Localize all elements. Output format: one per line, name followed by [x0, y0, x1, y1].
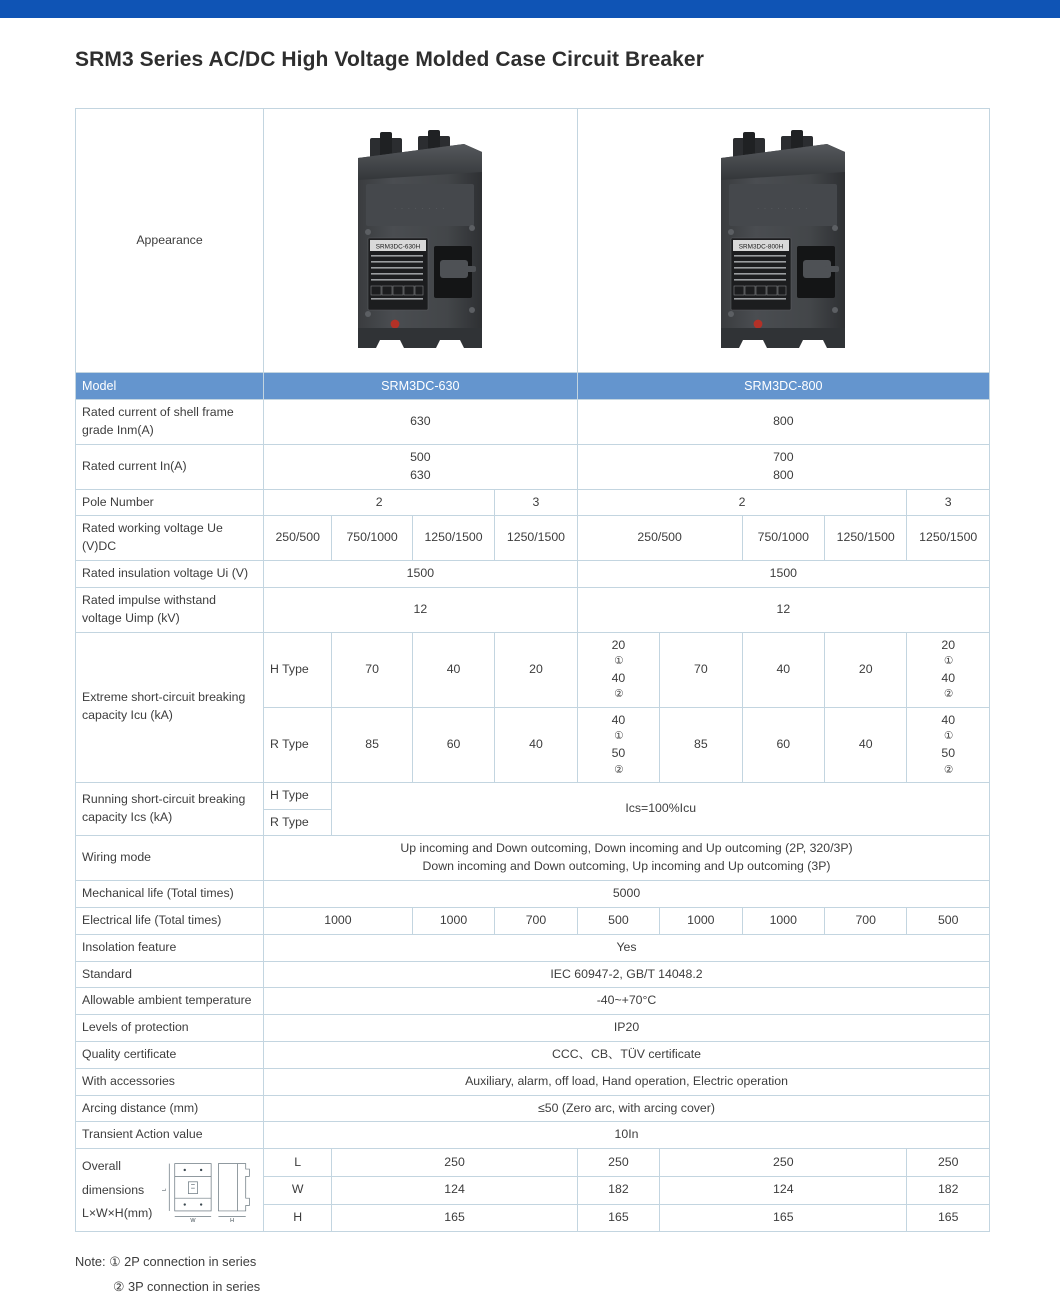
- superscript-two: ②: [614, 688, 624, 701]
- icu-r-type-label: R Type: [264, 707, 332, 782]
- breaker-illustration-800: [707, 128, 859, 353]
- dimension-l-1: 250: [332, 1149, 577, 1177]
- table-row-pole-number: [76, 489, 990, 516]
- table-row-insulation-voltage: [76, 561, 990, 588]
- breaker-illustration-630: [344, 128, 496, 353]
- model-value-800: SRM3DC-800: [577, 373, 989, 400]
- ics-r-type-label: R Type: [264, 809, 332, 836]
- ics-h-type-label: H Type: [264, 782, 332, 809]
- insolation-label: Insolation feature: [76, 934, 264, 961]
- transient-label: Transient Action value: [76, 1122, 264, 1149]
- superscript-two: ②: [614, 763, 624, 776]
- shell-frame-value-800: 800: [577, 400, 989, 445]
- electrical-life-7: 700: [825, 907, 907, 934]
- svg-text:SRM3DC-800H: SRM3DC-800H: [739, 243, 784, 251]
- svg-text:W: W: [190, 1218, 196, 1225]
- dimensions-label-cell: [76, 1149, 264, 1232]
- superscript-one: ①: [614, 655, 624, 668]
- breaker-svg-800: [707, 128, 859, 353]
- working-voltage-1: 250/500: [264, 516, 332, 561]
- table-row-transient: [76, 1122, 990, 1149]
- table-row-rated-current: [76, 444, 990, 489]
- icu-label: Extreme short-circuit breaking capacity Icu (kA): [76, 632, 264, 782]
- dimension-h-2: 165: [577, 1204, 659, 1232]
- icu-h-4-b: 40 ②: [584, 670, 653, 703]
- product-image-630: [264, 109, 578, 373]
- svg-text:SRM3DC-630H: SRM3DC-630H: [376, 243, 421, 251]
- superscript-two: ②: [944, 763, 954, 776]
- transient-value: 10In: [264, 1122, 990, 1149]
- table-row-insolation: [76, 934, 990, 961]
- dimension-l-3: 250: [660, 1149, 907, 1177]
- table-row-accessories: [76, 1068, 990, 1095]
- working-voltage-5: 250/500: [577, 516, 742, 561]
- table-row-protection: [76, 1015, 990, 1042]
- breaker-svg-630: [344, 128, 496, 353]
- icu-h-type-label: H Type: [264, 632, 332, 707]
- certificate-value: CCC、CB、TÜV certificate: [264, 1042, 990, 1069]
- table-row-mechanical-life: [76, 881, 990, 908]
- insulation-voltage-800: 1500: [577, 561, 989, 588]
- model-label: Model: [76, 373, 264, 400]
- dimension-l-4: 250: [907, 1149, 990, 1177]
- rated-current-label: Rated current In(A): [76, 444, 264, 489]
- icu-h-5: 70: [660, 632, 742, 707]
- icu-r-5: 85: [660, 707, 742, 782]
- impulse-voltage-label: Rated impulse withstand voltage Uimp (kV): [76, 587, 264, 632]
- icu-h-4-a: 20 ①: [584, 637, 653, 670]
- dimension-h-3: 165: [660, 1204, 907, 1232]
- table-row-appearance: [76, 109, 990, 373]
- electrical-life-3: 700: [495, 907, 577, 934]
- notes-block: [75, 1250, 990, 1300]
- ambient-value: -40~+70°C: [264, 988, 990, 1015]
- icu-h-8-b: 40 ②: [913, 670, 983, 703]
- icu-h-6: 40: [742, 632, 824, 707]
- certificate-label: Quality certificate: [76, 1042, 264, 1069]
- dimension-w-3: 124: [660, 1176, 907, 1204]
- icu-r-4-a: 40 ①: [584, 712, 653, 745]
- insulation-voltage-630: 1500: [264, 561, 578, 588]
- electrical-life-2: 1000: [412, 907, 494, 934]
- electrical-life-5: 1000: [660, 907, 742, 934]
- rated-current-value-800: 700 800: [577, 444, 989, 489]
- pole-number-630-3p: 3: [495, 489, 577, 516]
- superscript-one: ①: [944, 655, 954, 668]
- wiring-mode-value: Up incoming and Down outcoming, Down incoming and Up outcoming (2P, 320/3P) Down incoming and Down outcoming, Up incoming and Up outcoming (3P): [264, 836, 990, 881]
- table-row-wiring-mode: [76, 836, 990, 881]
- superscript-two: ②: [944, 688, 954, 701]
- superscript-one: ①: [944, 730, 954, 743]
- dimension-w-4: 182: [907, 1176, 990, 1204]
- table-row-impulse-voltage: [76, 587, 990, 632]
- dimension-h-1: 165: [332, 1204, 577, 1232]
- icu-r-1: 85: [332, 707, 412, 782]
- dimension-l-2: 250: [577, 1149, 659, 1177]
- pole-number-800-3p: 3: [907, 489, 990, 516]
- product-image-800: [577, 109, 989, 373]
- svg-text:· · · · · · · ·: · · · · · · · ·: [394, 206, 447, 212]
- icu-h-8: [907, 632, 990, 707]
- shell-frame-label: Rated current of shell frame grade Inm(A): [76, 400, 264, 445]
- icu-h-1: 70: [332, 632, 412, 707]
- wiring-mode-label: Wiring mode: [76, 836, 264, 881]
- icu-h-4: [577, 632, 659, 707]
- table-row-ics-h: [76, 782, 990, 809]
- page-title: SRM3 Series AC/DC High Voltage Molded Case Circuit Breaker: [75, 48, 704, 71]
- pole-number-800-2p: 2: [577, 489, 907, 516]
- appearance-label: Appearance: [76, 109, 264, 373]
- working-voltage-2: 750/1000: [332, 516, 412, 561]
- dimensions-label-wrap: [82, 1153, 257, 1227]
- working-voltage-6: 750/1000: [742, 516, 824, 561]
- protection-value: IP20: [264, 1015, 990, 1042]
- mechanical-life-label: Mechanical life (Total times): [76, 881, 264, 908]
- icu-r-8-b: 50 ②: [913, 745, 983, 778]
- dimension-w-2: 182: [577, 1176, 659, 1204]
- electrical-life-1: 1000: [264, 907, 413, 934]
- ics-value: Ics=100%Icu: [332, 782, 990, 836]
- icu-h-8-a: 20 ①: [913, 637, 983, 670]
- rated-current-value-630: 500 630: [264, 444, 578, 489]
- svg-text:H: H: [230, 1218, 235, 1225]
- svg-text:· · · · · · · ·: · · · · · · · ·: [757, 206, 810, 212]
- icu-r-4: [577, 707, 659, 782]
- dimension-key-l: L: [264, 1149, 332, 1177]
- working-voltage-3: 1250/1500: [412, 516, 494, 561]
- table-row-certificate: [76, 1042, 990, 1069]
- icu-h-2: 40: [412, 632, 494, 707]
- working-voltage-8: 1250/1500: [907, 516, 990, 561]
- insolation-value: Yes: [264, 934, 990, 961]
- icu-h-7: 20: [825, 632, 907, 707]
- svg-text:L: L: [162, 1188, 169, 1192]
- working-voltage-4: 1250/1500: [495, 516, 577, 561]
- note-line-1: Note: ① 2P connection in series: [75, 1254, 257, 1270]
- ambient-label: Allowable ambient temperature: [76, 988, 264, 1015]
- table-row-working-voltage: [76, 516, 990, 561]
- standard-value: IEC 60947-2, GB/T 14048.2: [264, 961, 990, 988]
- table-row-model: [76, 373, 990, 400]
- dimension-w-1: 124: [332, 1176, 577, 1204]
- arcing-value: ≤50 (Zero arc, with arcing cover): [264, 1095, 990, 1122]
- icu-r-2: 60: [412, 707, 494, 782]
- icu-r-6: 60: [742, 707, 824, 782]
- accessories-value: Auxiliary, alarm, off load, Hand operation, Electric operation: [264, 1068, 990, 1095]
- specification-table: [75, 108, 990, 1232]
- table-row-icu-h: [76, 632, 990, 707]
- icu-r-4-b: 50 ②: [584, 745, 653, 778]
- table-row-shell-frame: [76, 400, 990, 445]
- ics-label: Running short-circuit breaking capacity Ics (kA): [76, 782, 264, 836]
- electrical-life-4: 500: [577, 907, 659, 934]
- dimension-key-w: W: [264, 1176, 332, 1204]
- dimension-diagram-icon: [162, 1153, 257, 1227]
- mechanical-life-value: 5000: [264, 881, 990, 908]
- arcing-label: Arcing distance (mm): [76, 1095, 264, 1122]
- dimension-key-h: H: [264, 1204, 332, 1232]
- dimension-h-4: 165: [907, 1204, 990, 1232]
- shell-frame-value-630: 630: [264, 400, 578, 445]
- impulse-voltage-800: 12: [577, 587, 989, 632]
- icu-r-8: [907, 707, 990, 782]
- protection-label: Levels of protection: [76, 1015, 264, 1042]
- pole-number-label: Pole Number: [76, 489, 264, 516]
- superscript-one: ①: [614, 730, 624, 743]
- icu-r-7: 40: [825, 707, 907, 782]
- electrical-life-8: 500: [907, 907, 990, 934]
- working-voltage-label: Rated working voltage Ue (V)DC: [76, 516, 264, 561]
- icu-r-3: 40: [495, 707, 577, 782]
- top-banner: [0, 0, 1060, 18]
- table-row-ambient-temperature: [76, 988, 990, 1015]
- note-line-2: ② 3P connection in series: [113, 1279, 261, 1295]
- icu-h-3: 20: [495, 632, 577, 707]
- model-value-630: SRM3DC-630: [264, 373, 578, 400]
- icu-r-8-a: 40 ①: [913, 712, 983, 745]
- working-voltage-7: 1250/1500: [825, 516, 907, 561]
- accessories-label: With accessories: [76, 1068, 264, 1095]
- insulation-voltage-label: Rated insulation voltage Ui (V): [76, 561, 264, 588]
- standard-label: Standard: [76, 961, 264, 988]
- table-row-standard: [76, 961, 990, 988]
- page-body: [0, 48, 1060, 1300]
- dimensions-label: Overall dimensions L×W×H(mm): [82, 1159, 153, 1220]
- table-row-dimension-l: [76, 1149, 990, 1177]
- pole-number-630-2p: 2: [264, 489, 495, 516]
- electrical-life-6: 1000: [742, 907, 824, 934]
- table-row-electrical-life: [76, 907, 990, 934]
- table-row-arcing-distance: [76, 1095, 990, 1122]
- impulse-voltage-630: 12: [264, 587, 578, 632]
- electrical-life-label: Electrical life (Total times): [76, 907, 264, 934]
